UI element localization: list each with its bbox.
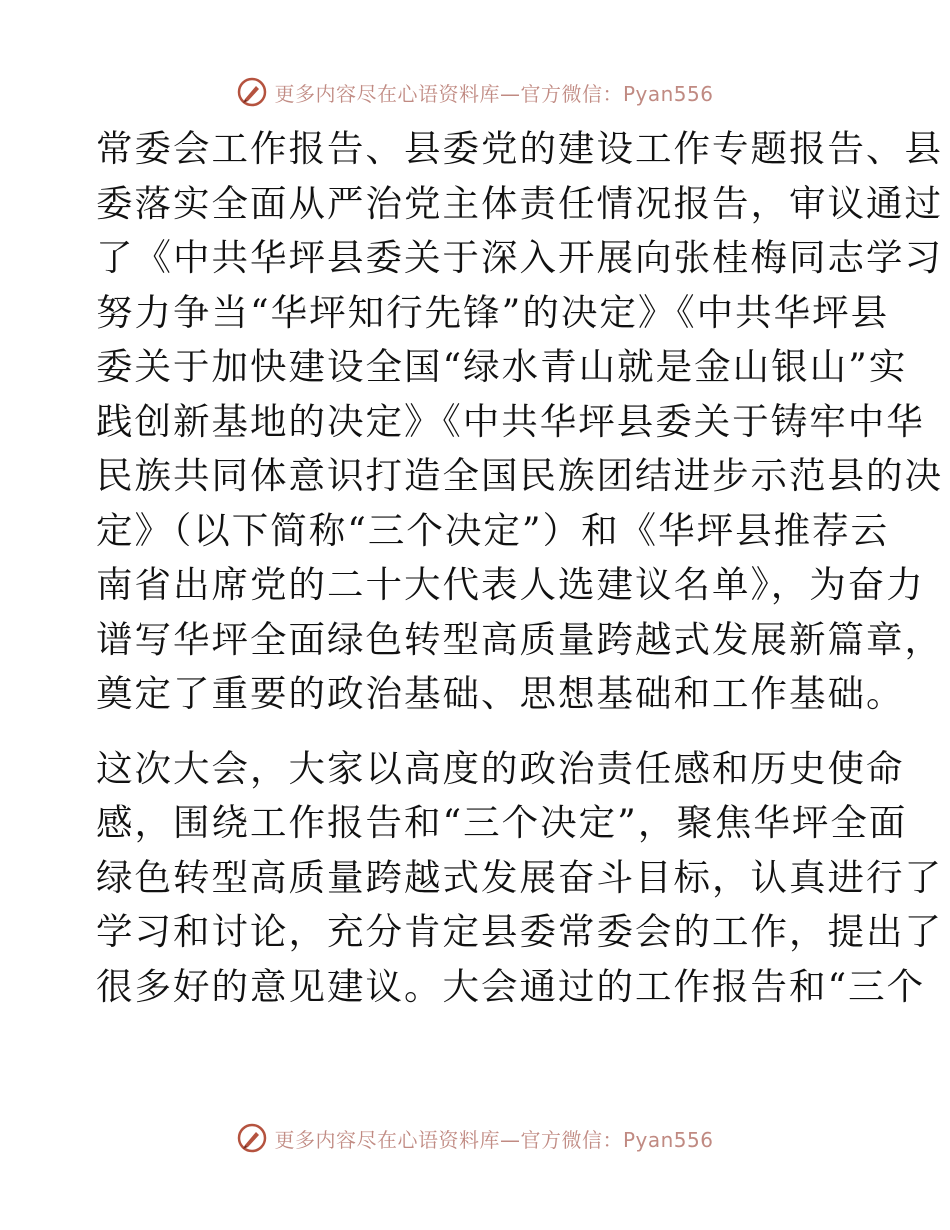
- text-line: 常委会工作报告、县委党的建设工作专题报告、县: [96, 127, 943, 170]
- text-line: 践创新基地的决定》《中共华坪县委关于铸牢中华: [96, 399, 925, 443]
- text-line: 委落实全面从严治党主体责任情况报告，审议通过: [96, 181, 943, 225]
- text-line: 奠定了重要的政治基础、思想基础和工作基础。: [96, 672, 905, 715]
- text-line: 努力争当“华坪知行先锋”的决定》《中共华坪县: [96, 290, 890, 334]
- paragraph-1: [96, 122, 943, 722]
- text-line: 这次大会，大家以高度的政治责任感和历史使命: [96, 746, 905, 790]
- text-line: 谱写华坪全面绿色转型高质量跨越式发展新篇章，: [96, 617, 943, 661]
- pen-logo-icon: [236, 76, 268, 108]
- text-line: 了《中共华坪县委关于深入开展向张桂梅同志学习: [96, 236, 943, 279]
- watermark-text: 更多内容尽在心语资料库—官方微信：Pyan556: [274, 1127, 714, 1152]
- text-line: 民族共同体意识打造全国民族团结进步示范县的决: [96, 454, 943, 497]
- paragraph-2: [96, 742, 943, 1015]
- text-line: 感，围绕工作报告和“三个决定”，聚焦华坪全面: [96, 801, 908, 844]
- text-line: 南省出席党的二十大代表人选建议名单》，为奋力: [96, 563, 925, 606]
- document-body: [96, 122, 943, 1014]
- watermark-text: 更多内容尽在心语资料库—官方微信：Pyan556: [274, 81, 714, 106]
- header-watermark: [0, 72, 950, 112]
- text-line: 很多好的意见建议。大会通过的工作报告和“三个: [96, 964, 926, 1008]
- text-line: 学习和讨论，充分肯定县委常委会的工作，提出了: [96, 910, 943, 953]
- text-line: 委关于加快建设全国“绿水青山就是金山银山”实: [96, 345, 908, 388]
- text-line: 定》（以下简称“三个决定”）和《华坪县推荐云: [96, 508, 890, 552]
- pen-logo-icon: [236, 1122, 268, 1154]
- footer-watermark: [0, 1118, 950, 1158]
- text-line: 绿色转型高质量跨越式发展奋斗目标，认真进行了: [96, 855, 943, 899]
